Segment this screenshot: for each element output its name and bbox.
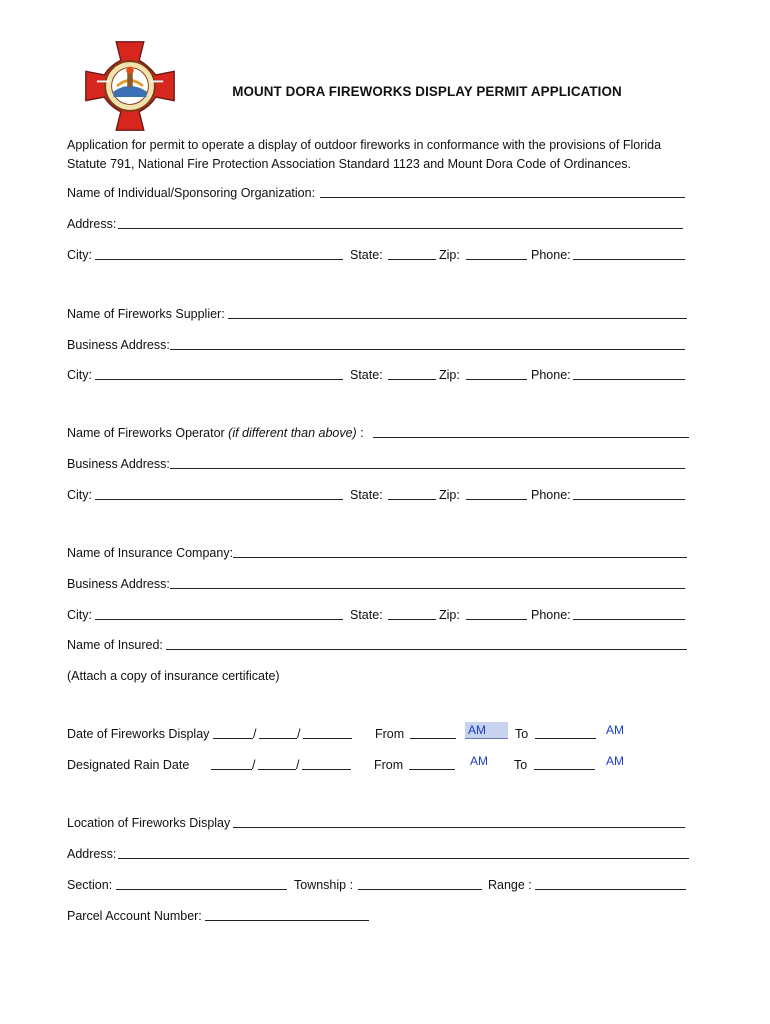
rain-date-year-field[interactable] [302,758,351,770]
zip-label: Zip: [439,608,460,622]
zip-label: Zip: [439,488,460,502]
supplier-business-address-field[interactable] [170,338,685,350]
intro-line-1: Application for permit to operate a display of outdoor fireworks in conformance with the provisions of Florida [67,138,662,152]
rain-from-time-field[interactable] [409,758,455,770]
address-label: Address: [67,217,117,231]
state-field[interactable] [388,368,436,380]
parcel-field[interactable] [205,909,369,921]
rain-from-ampm-select[interactable]: AM [470,754,488,768]
zip-field[interactable] [466,608,527,620]
from-label: From [374,758,404,772]
location-address-field[interactable] [118,847,689,859]
city-field[interactable] [95,608,343,620]
phone-field[interactable] [573,368,685,380]
date-slash: / [252,758,256,772]
insured-label: Name of Insured: [67,638,163,652]
intro-line-2: Statute 791, National Fire Protection Association Standard 1123 and Mount Dora Code of Ordinances. [67,157,631,171]
insurance-business-address-label: Business Address: [67,577,170,591]
state-label: State: [350,488,383,502]
zip-field[interactable] [466,368,527,380]
display-to-ampm-select[interactable]: AM [606,723,624,737]
display-from-ampm-select[interactable]: AM [465,722,508,739]
city-field[interactable] [95,488,343,500]
date-slash: / [253,727,257,741]
to-label: To [515,727,529,741]
location-address-label: Address: [67,847,117,861]
rain-date-label: Designated Rain Date [67,758,190,772]
state-field[interactable] [388,488,436,500]
phone-label: Phone: [531,608,571,622]
display-to-time-field[interactable] [535,727,596,739]
operator-colon: : [360,426,364,440]
phone-label: Phone: [531,368,571,382]
state-field[interactable] [388,248,436,260]
city-label: City: [67,488,92,502]
insurance-company-label: Name of Insurance Company: [67,546,234,560]
state-label: State: [350,248,383,262]
state-label: State: [350,368,383,382]
location-label: Location of Fireworks Display [67,816,231,830]
insurance-business-address-field[interactable] [170,577,685,589]
display-date-month-field[interactable] [213,727,253,739]
operator-label-text: Name of Fireworks Operator [67,426,225,440]
section-label: Section: [67,878,113,892]
from-label: From [375,727,405,741]
phone-field[interactable] [573,488,685,500]
township-label: Township : [294,878,354,892]
display-date-label: Date of Fireworks Display [67,727,210,741]
city-field[interactable] [95,248,343,260]
date-slash: / [296,758,300,772]
city-label: City: [67,248,92,262]
display-date-day-field[interactable] [259,727,297,739]
range-field[interactable] [535,878,686,890]
insured-field[interactable] [166,638,687,650]
name-individual-label: Name of Individual/Sponsoring Organization: [67,186,316,200]
zip-label: Zip: [439,248,460,262]
phone-field[interactable] [573,608,685,620]
phone-label: Phone: [531,248,571,262]
attach-note: (Attach a copy of insurance certificate) [67,669,280,683]
zip-field[interactable] [466,488,527,500]
intro-paragraph [67,136,707,174]
date-slash: / [297,727,301,741]
name-individual-field[interactable] [320,186,685,198]
state-field[interactable] [388,608,436,620]
rain-to-time-field[interactable] [534,758,595,770]
zip-label: Zip: [439,368,460,382]
location-field[interactable] [233,816,685,828]
rain-date-month-field[interactable] [211,758,252,770]
operator-label [67,425,364,441]
city-field[interactable] [95,368,343,380]
display-from-time-field[interactable] [410,727,456,739]
state-label: State: [350,608,383,622]
page-title: MOUNT DORA FIREWORKS DISPLAY PERMIT APPLICATION [232,84,622,99]
phone-field[interactable] [573,248,685,260]
zip-field[interactable] [466,248,527,260]
operator-note: (if different than above) [228,426,357,440]
supplier-field[interactable] [228,307,687,319]
rain-to-ampm-select[interactable]: AM [606,754,624,768]
operator-business-address-field[interactable] [170,457,685,469]
to-label: To [514,758,528,772]
rain-date-day-field[interactable] [258,758,296,770]
insurance-company-field[interactable] [233,546,687,558]
township-field[interactable] [358,878,482,890]
operator-field[interactable] [373,426,689,438]
parcel-label: Parcel Account Number: [67,909,202,923]
operator-business-address-label: Business Address: [67,457,170,471]
section-field[interactable] [116,878,287,890]
address-field[interactable] [118,217,683,229]
supplier-label: Name of Fireworks Supplier: [67,307,225,321]
phone-label: Phone: [531,488,571,502]
city-label: City: [67,368,92,382]
city-label: City: [67,608,92,622]
display-date-year-field[interactable] [303,727,352,739]
supplier-business-address-label: Business Address: [67,338,170,352]
range-label: Range : [488,878,532,892]
